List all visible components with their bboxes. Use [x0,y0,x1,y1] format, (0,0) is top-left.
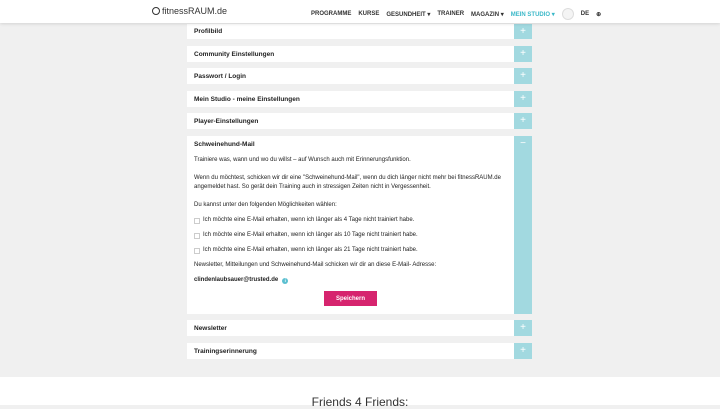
expand-button[interactable]: + [514,113,532,129]
option-label: Ich möchte eine E-Mail erhalten, wenn ich länger als 4 Tage nicht trainiert habe. [203,217,415,223]
expand-button[interactable]: + [514,91,532,107]
panel-title[interactable]: Newsletter [194,324,227,332]
description-text: Wenn du möchtest, schicken wir dir eine "Schweinehund-Mail", wenn du dich länger nicht mehr bei fitnessRAUM.de angemeldet hast. So gerät dein Training auch in stressigen Zeiten nicht in Vergessenheit. [194,175,501,190]
option-21-days[interactable] [194,246,507,255]
expand-button[interactable]: + [514,68,532,84]
footer-section [0,377,720,409]
panel-profilbild [187,24,532,39]
save-button[interactable]: Speichern [324,291,377,306]
panel-title[interactable]: Trainingserinnerung [194,347,257,355]
email-note: Newsletter, Mitteilungen und Schweinehund-Mail schicken wir dir an diese E-Mail- Adresse: [194,262,437,268]
expand-button[interactable]: + [514,24,532,39]
nav-gesundheit[interactable]: GESUNDHEIT ▾ [386,11,431,18]
panel-studio [187,91,532,107]
panel-title[interactable]: Passwort / Login [194,72,247,80]
panel-title[interactable]: Schweinehund-Mail [194,140,255,148]
panel-community [187,46,532,62]
panel-newsletter [187,320,532,336]
checkbox[interactable] [194,248,200,254]
panel-title[interactable]: Community Einstellungen [194,50,275,58]
nav-trainer[interactable]: TRAINER [437,11,465,17]
friends-heading: Friends 4 Friends: [311,395,409,409]
nav-programme[interactable]: PROGRAMME [311,11,352,17]
logo-icon [152,7,160,15]
intro-text: Trainiere was, wann und wo du willst – auf Wunsch auch mit Erinnerungsfunktion. [194,157,411,163]
avatar[interactable] [562,8,574,20]
option-4-days[interactable] [194,216,507,225]
panel-passwort [187,68,532,84]
nav-magazin[interactable]: MAGAZIN ▾ [471,11,504,18]
expand-button[interactable]: + [514,46,532,62]
panel-player [187,113,532,129]
nav-mein-studio[interactable]: MEIN STUDIO ▾ [510,11,555,18]
logo-text: fitnessRAUM.de [162,6,228,16]
panel-trainingserinnerung [187,343,532,359]
globe-icon[interactable]: ⊕ [596,11,602,18]
main-nav [311,8,601,20]
collapse-button[interactable]: − [514,136,532,314]
header [0,0,720,23]
panel-title[interactable]: Profilbild [194,28,223,35]
option-label: Ich möchte eine E-Mail erhalten, wenn ich länger als 21 Tage nicht trainiert habe. [203,247,418,253]
checkbox[interactable] [194,233,200,239]
expand-button[interactable]: + [514,320,532,336]
checkbox[interactable] [194,218,200,224]
logo[interactable] [152,6,227,16]
option-label: Ich möchte eine E-Mail erhalten, wenn ich länger als 10 Tage nicht trainiert habe. [203,232,418,238]
expand-button[interactable]: + [514,343,532,359]
option-10-days[interactable] [194,231,507,240]
choose-text: Du kannst unter den folgenden Möglichkeiten wählen: [194,202,337,208]
panel-schweinehund [187,136,532,314]
info-icon[interactable]: i [282,278,288,284]
email-address: clindenlaubsauer@trusted.de [194,277,279,283]
panel-title[interactable]: Player-Einstellungen [194,117,259,125]
nav-kurse[interactable]: KURSE [358,11,380,17]
language-selector[interactable]: DE [580,11,590,17]
panel-title[interactable]: Mein Studio - meine Einstellungen [194,95,300,103]
